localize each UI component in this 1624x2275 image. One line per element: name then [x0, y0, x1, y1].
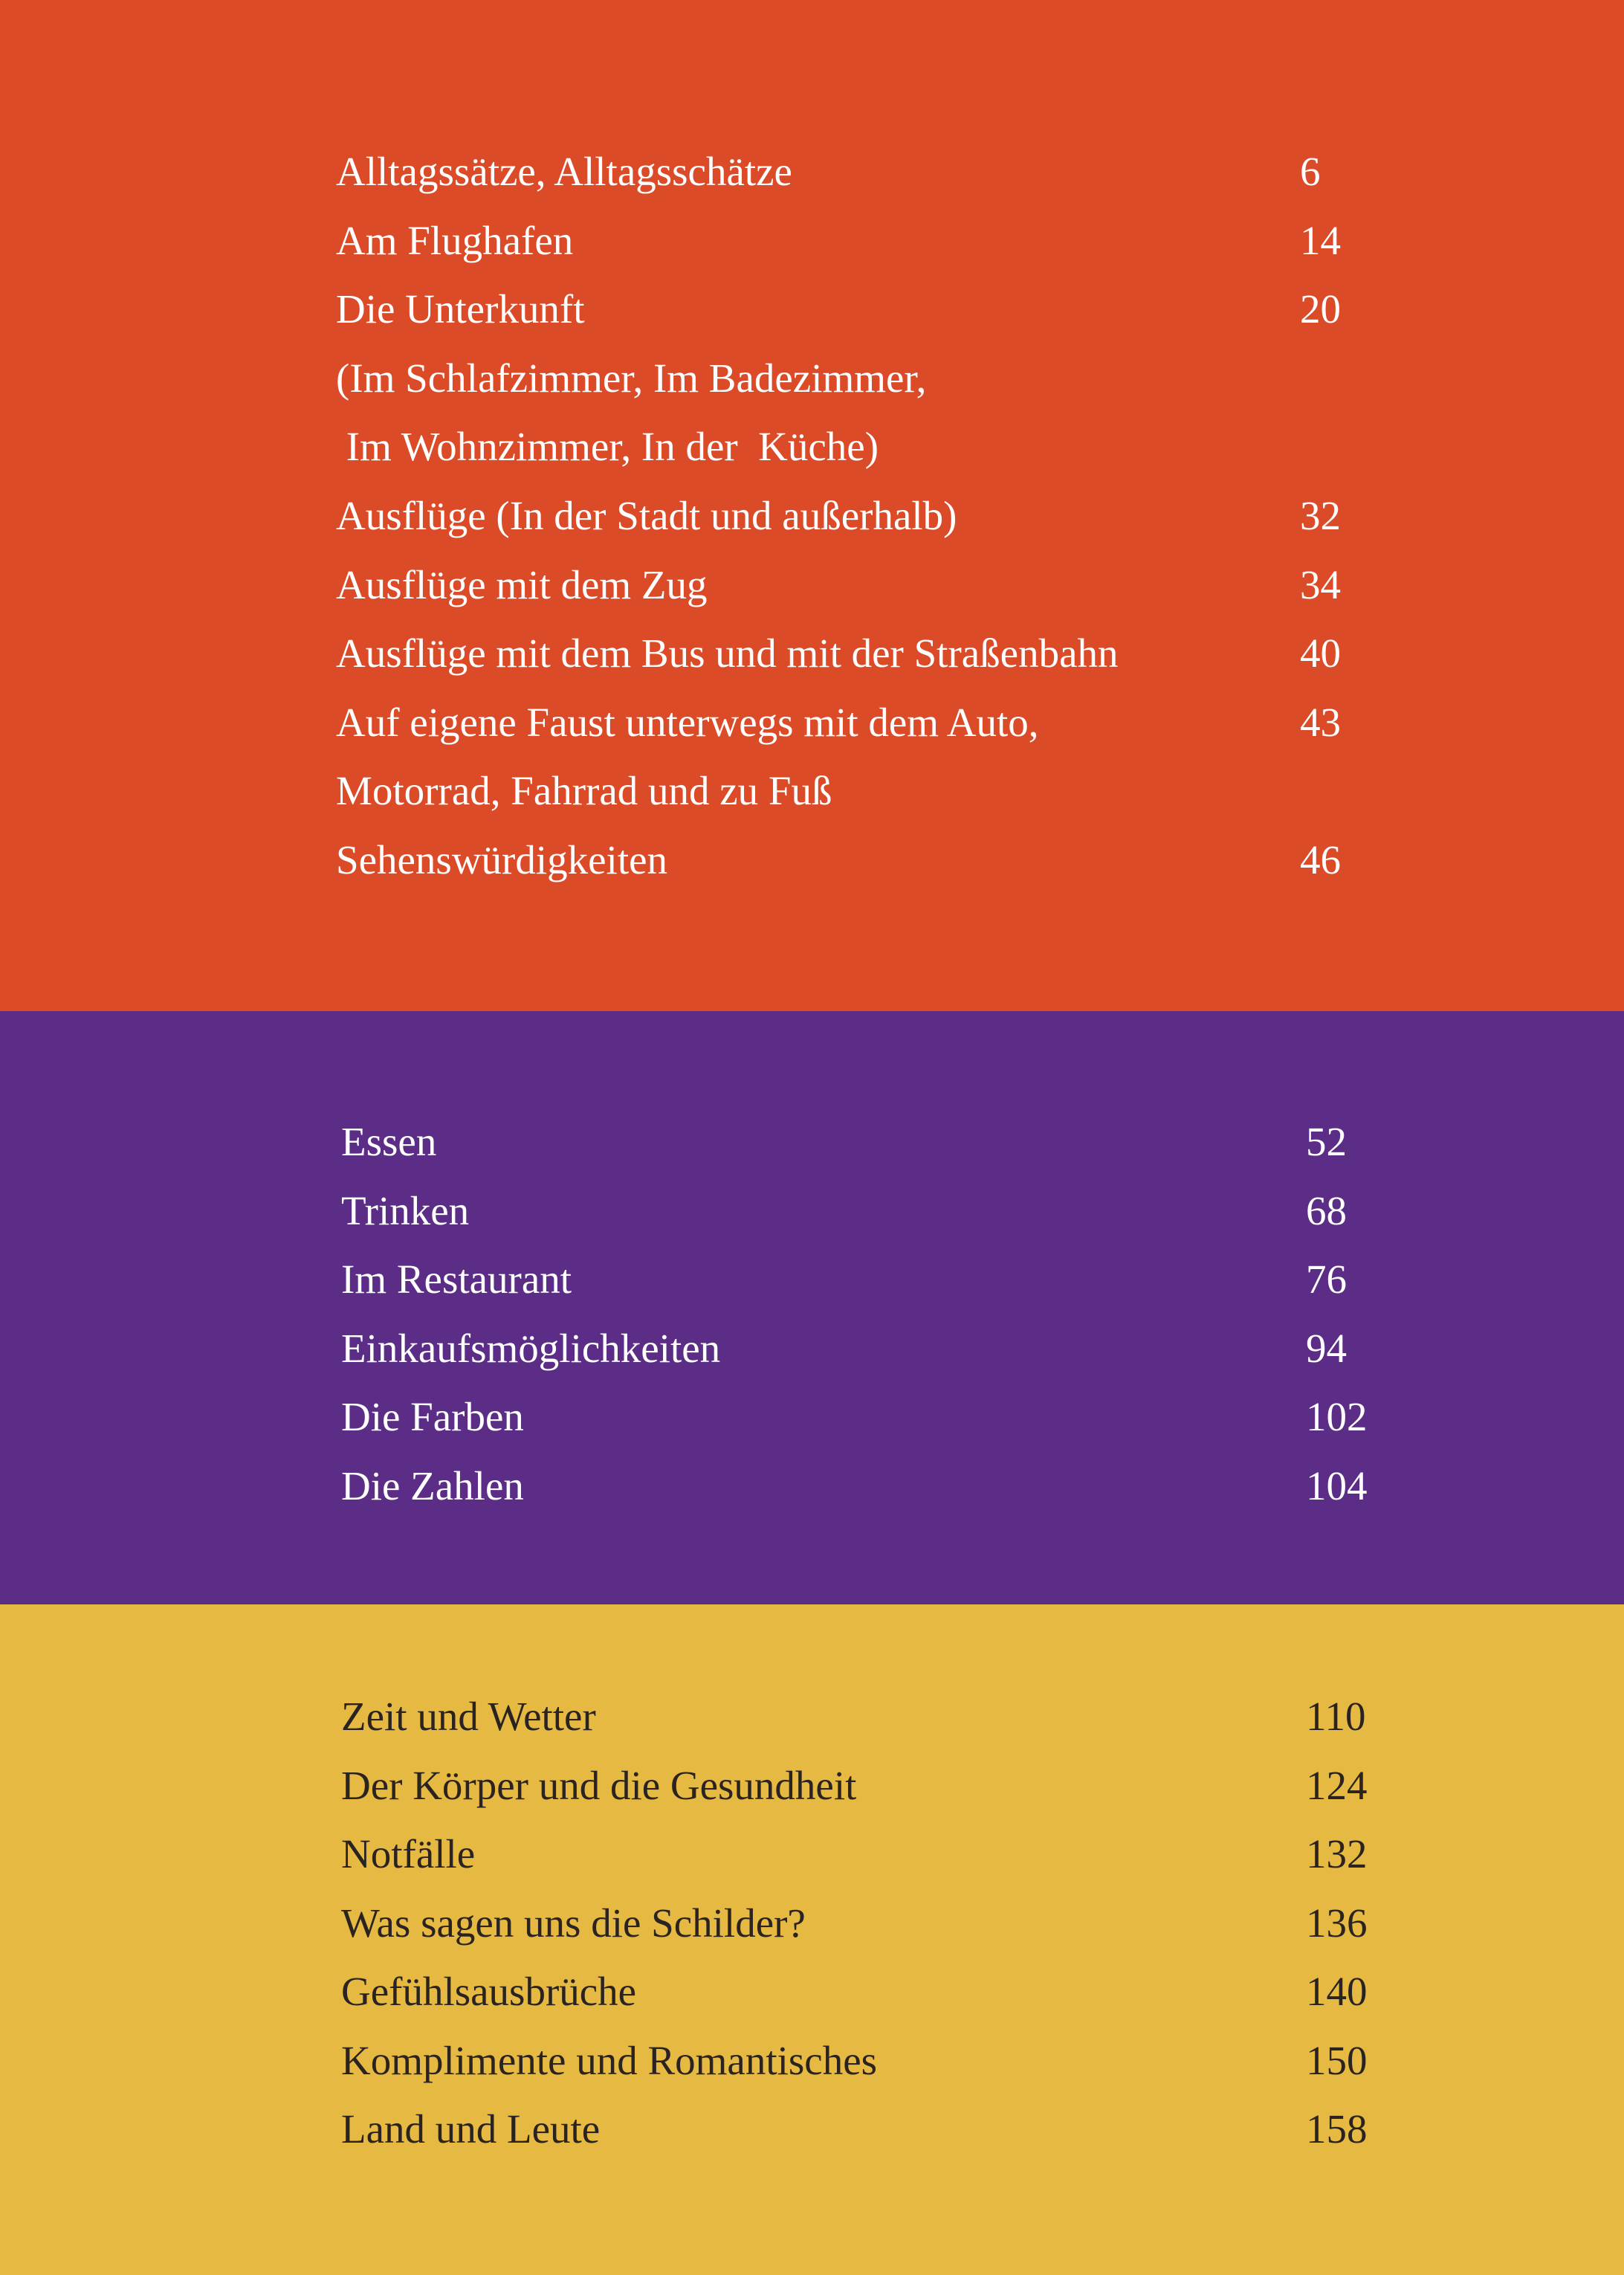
toc-entry-page-number: 6	[1300, 149, 1321, 194]
toc-entry-page-number: 140	[1306, 1969, 1368, 2014]
toc-entry-title: Ausflüge mit dem Zug	[336, 562, 708, 607]
toc-entry-title: Land und Leute	[341, 2106, 601, 2152]
toc-entry	[0, 551, 1624, 619]
toc-entry	[0, 344, 1624, 413]
toc-entry	[0, 1889, 1624, 1958]
toc-entry-page-number: 104	[1306, 1463, 1368, 1508]
toc-entry-title: Essen	[341, 1119, 437, 1164]
toc-entry-title: Auf eigene Faust unterwegs mit dem Auto,	[336, 700, 1039, 745]
toc-entry-page-number: 68	[1306, 1188, 1347, 1233]
toc-entry	[0, 826, 1624, 894]
toc-entry-title: Die Zahlen	[341, 1463, 524, 1508]
toc-entry	[0, 2027, 1624, 2095]
toc-entry	[0, 138, 1624, 206]
toc-entry-page-number: 102	[1306, 1394, 1368, 1439]
toc-entry-page-number: 76	[1306, 1256, 1347, 1302]
toc-entry-page-number: 14	[1300, 218, 1341, 263]
toc-entry	[0, 1108, 1624, 1176]
toc-entry-title: Ausflüge (In der Stadt und außerhalb)	[336, 493, 957, 538]
toc-entry-page-number: 32	[1300, 493, 1341, 538]
toc-entry-page-number: 150	[1306, 2038, 1368, 2083]
toc-section-3	[0, 1604, 1624, 2275]
toc-entry	[0, 1177, 1624, 1245]
toc-entry-page-number: 52	[1306, 1119, 1347, 1164]
toc-section-1	[0, 0, 1624, 1011]
toc-entry-title: Sehenswürdigkeiten	[336, 837, 668, 882]
toc-entry-page-number: 124	[1306, 1763, 1368, 1808]
toc-entry	[0, 2095, 1624, 2163]
toc-entry-page-number: 46	[1300, 837, 1341, 882]
toc-entry	[0, 1752, 1624, 1820]
toc-entry-page-number: 158	[1306, 2106, 1368, 2152]
toc-entry-title: Alltagssätze, Alltagsschätze	[336, 149, 792, 194]
toc-entry-page-number: 110	[1306, 1694, 1366, 1739]
toc-entry-title: Ausflüge mit dem Bus und mit der Straßenbahn	[336, 630, 1119, 676]
toc-entry	[0, 1682, 1624, 1751]
toc-entry	[0, 1383, 1624, 1451]
toc-entry	[0, 1245, 1624, 1314]
toc-entry	[0, 1452, 1624, 1520]
toc-entry-title: Gefühlsausbrüche	[341, 1969, 637, 2014]
toc-section-2	[0, 1011, 1624, 1604]
toc-entry	[0, 619, 1624, 688]
toc-entry-title: Die Farben	[341, 1394, 524, 1439]
toc-entry-page-number: 136	[1306, 1900, 1368, 1946]
toc-entry-title: Zeit und Wetter	[341, 1694, 596, 1739]
toc-entry-page-number: 43	[1300, 700, 1341, 745]
toc-entry	[0, 207, 1624, 275]
toc-entry	[0, 1314, 1624, 1383]
toc-entry-title: Der Körper und die Gesundheit	[341, 1763, 857, 1808]
toc-entry-page-number: 40	[1300, 630, 1341, 676]
toc-entry	[0, 482, 1624, 550]
toc-entry-page-number: 132	[1306, 1831, 1368, 1877]
toc-entry-page-number: 20	[1300, 286, 1341, 332]
toc-entry	[0, 413, 1624, 481]
toc-entry-title: Die Unterkunft	[336, 286, 585, 332]
toc-entry-title: Was sagen uns die Schilder?	[341, 1900, 806, 1946]
toc-entry	[0, 1958, 1624, 2026]
toc-entry	[0, 688, 1624, 757]
toc-entry-title: Motorrad, Fahrrad und zu Fuß	[336, 768, 832, 813]
toc-entry	[0, 1820, 1624, 1888]
toc-entry-title: Im Restaurant	[341, 1256, 572, 1302]
toc-entry-title: Am Flughafen	[336, 218, 574, 263]
toc-entry	[0, 757, 1624, 825]
toc-entry-title: Im Wohnzimmer, In der Küche)	[336, 424, 879, 469]
toc-entry-title: Einkaufsmöglichkeiten	[341, 1326, 721, 1371]
toc-entry-page-number: 34	[1300, 562, 1341, 607]
toc-entry-title: (Im Schlafzimmer, Im Badezimmer,	[336, 355, 927, 401]
toc-entry	[0, 275, 1624, 343]
toc-entry-page-number: 94	[1306, 1326, 1347, 1371]
toc-entry-title: Notfälle	[341, 1831, 476, 1877]
toc-entry-title: Komplimente und Romantisches	[341, 2038, 878, 2083]
toc-entry-title: Trinken	[341, 1188, 470, 1233]
